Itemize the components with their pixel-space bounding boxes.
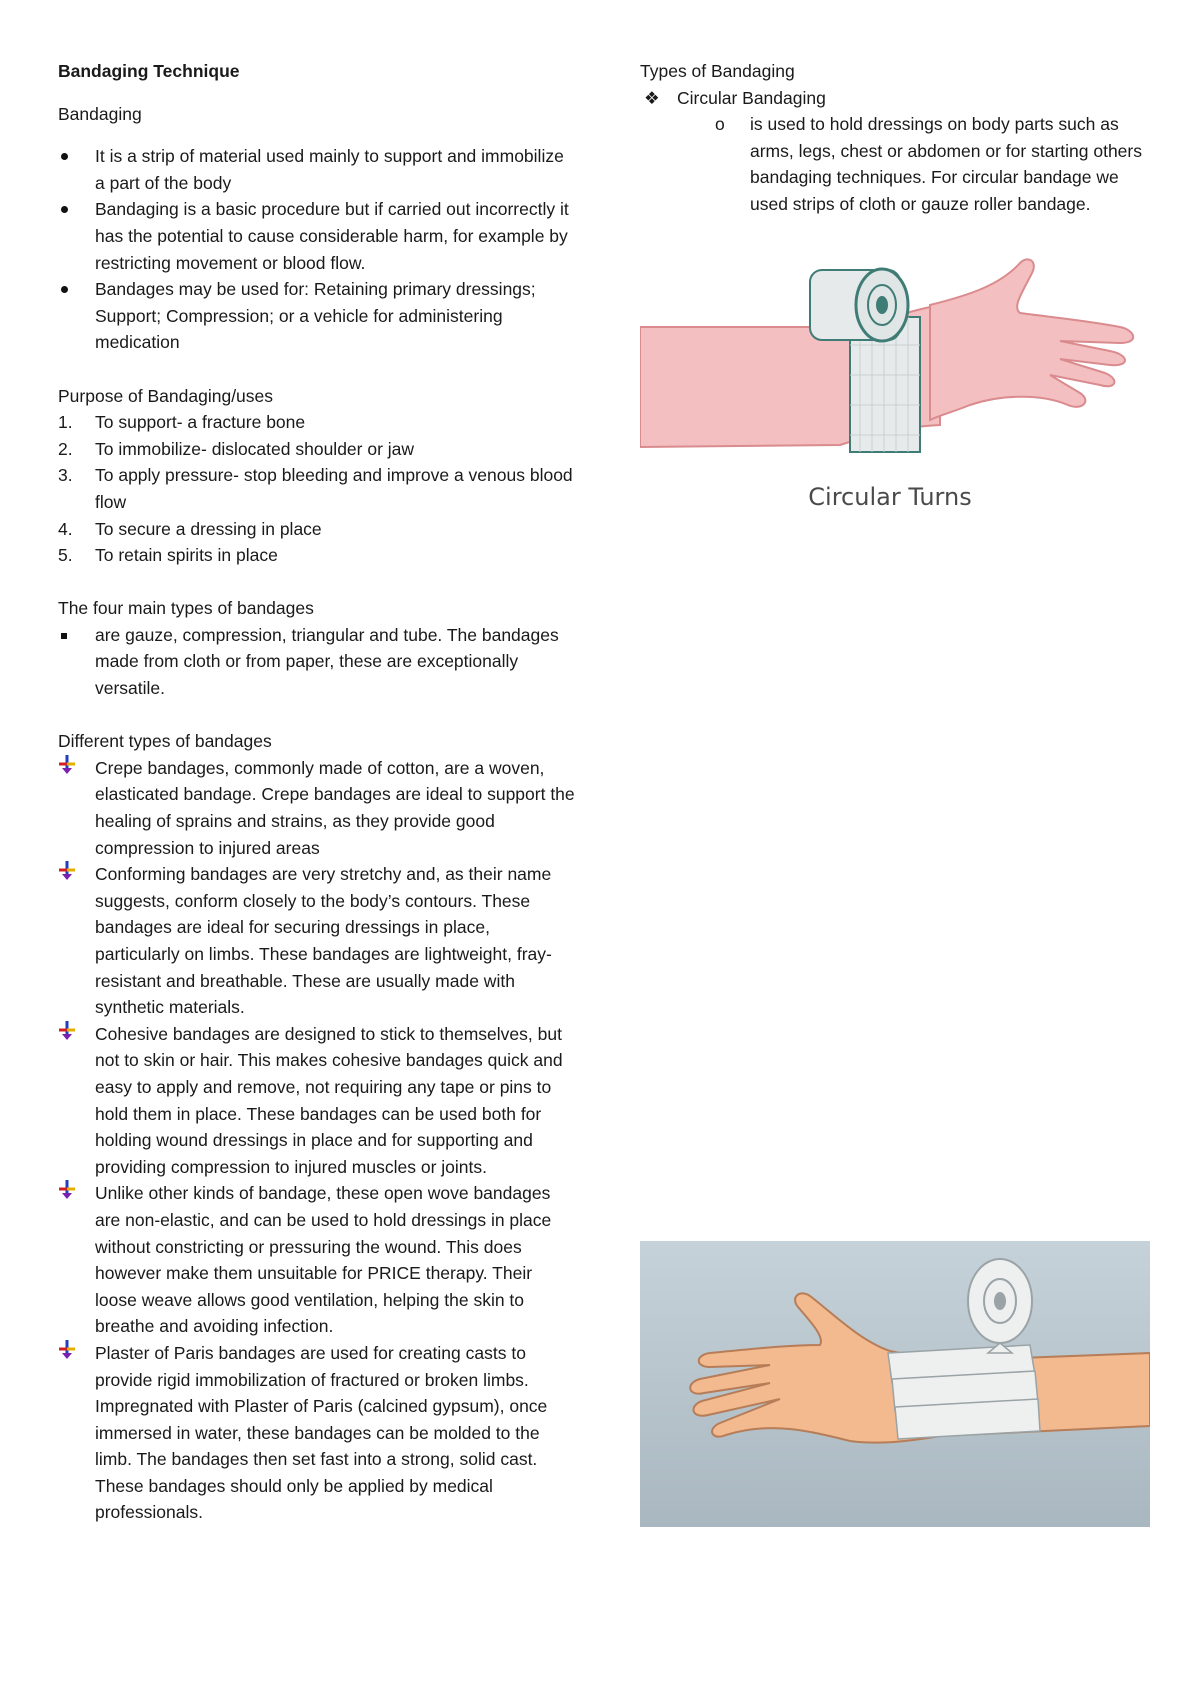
bandaging-bullet-list: [58, 143, 578, 356]
section-heading-bandaging: Bandaging: [58, 103, 142, 124]
arrow-bullet-icon: [58, 1180, 90, 1200]
list-item: Unlike other kinds of bandage, these open wove bandages are non-elastic, and can be used to hold dressings in place without constricting or pressuring the wound. This does however make them unsuitable for PRICE therapy. Their loose weave allows good ventilation, helping the skin to breathe and avoiding infection.: [58, 1180, 578, 1340]
circle-bullet-icon: o: [715, 114, 725, 135]
list-item: It is a strip of material used mainly to support and immobilize a part of the body: [58, 143, 578, 196]
bullet-square-icon: [58, 622, 90, 649]
types-list: [640, 85, 1150, 112]
bullet-dot-icon: [58, 276, 90, 303]
list-item: 3. To apply pressure- stop bleeding and improve a venous blood flow: [58, 465, 573, 512]
type-description: o is used to hold dressings on body parts such as arms, legs, chest or abdomen or for starting others bandaging techniques. For circular bandage we used strips of cloth or gauze roller bandage.: [640, 111, 1150, 217]
bullet-dot-icon: [58, 143, 90, 170]
bullet-dot-icon: [58, 196, 90, 223]
circular-turns-figure: [640, 255, 1150, 515]
document-title: Bandaging Technique: [58, 61, 240, 81]
list-item: Cohesive bandages are designed to stick to themselves, but not to skin or hair. This makes cohesive bandages quick and easy to apply and remove, not requiring any tape or pins to hold them in place. These bandages can be used both for holding wound dressings in place and for supporting and providing compression to injured muscles or joints.: [58, 1021, 578, 1181]
types-heading: Types of Bandaging: [640, 61, 795, 81]
purpose-list: [58, 409, 578, 569]
list-item: 4. To secure a dressing in place: [58, 518, 322, 539]
arrow-bullet-icon: [58, 755, 90, 775]
bandaged-hand-photo: [640, 1241, 1150, 1527]
list-item: ❖ Circular Bandaging: [640, 85, 1150, 112]
four-types-heading: The four main types of bandages: [58, 598, 314, 619]
list-item: 2. To immobilize- dislocated shoulder or jaw: [58, 438, 415, 459]
arrow-bullet-icon: [58, 861, 90, 881]
list-item: 1. To support- a fracture bone: [58, 412, 306, 433]
right-column: [640, 58, 1150, 218]
list-item: Bandaging is a basic procedure but if carried out incorrectly it has the potential to cause considerable harm, for example by restricting movement or blood flow.: [58, 196, 578, 276]
list-item: Bandages may be used for: Retaining primary dressings; Support; Compression; or a vehicle for administering medication: [58, 276, 578, 356]
different-types-heading: Different types of bandages: [58, 731, 272, 752]
list-item: are gauze, compression, triangular and tube. The bandages made from cloth or from paper, these are exceptionally versatile.: [58, 622, 578, 702]
left-column: [58, 58, 578, 1526]
list-item: 5. To retain spirits in place: [58, 545, 278, 566]
list-item: Conforming bandages are very stretchy and, as their name suggests, conform closely to the body’s contours. These bandages are ideal for securing dressings in place, particularly on limbs. These bandages are lightweight, fray-resistant and breathable. These are usually made with synthetic materials.: [58, 861, 578, 1021]
bandaged-hand-illustration: [640, 1241, 1150, 1527]
diamond-bullet-icon: ❖: [644, 87, 660, 108]
different-types-list: [58, 755, 578, 1526]
arm-with-bandage-illustration: [640, 255, 1150, 455]
arrow-bullet-icon: [58, 1021, 90, 1041]
arrow-bullet-icon: [58, 1340, 90, 1360]
figure-caption: Circular Turns: [808, 483, 972, 511]
list-item: Crepe bandages, commonly made of cotton, are a woven, elasticated bandage. Crepe bandages are ideal to support the healing of sprains and strains, as they provide good compression to injured areas: [58, 755, 578, 861]
purpose-heading: Purpose of Bandaging/uses: [58, 385, 274, 406]
four-types-list: [58, 622, 578, 702]
list-item: Plaster of Paris bandages are used for creating casts to provide rigid immobilization of fractured or broken limbs. Impregnated with Plaster of Paris (calcined gypsum), once immersed in water, these bandages can be molded to the limb. The bandages then set fast into a strong, solid cast. These bandages should only be applied by medical professionals.: [58, 1340, 578, 1526]
